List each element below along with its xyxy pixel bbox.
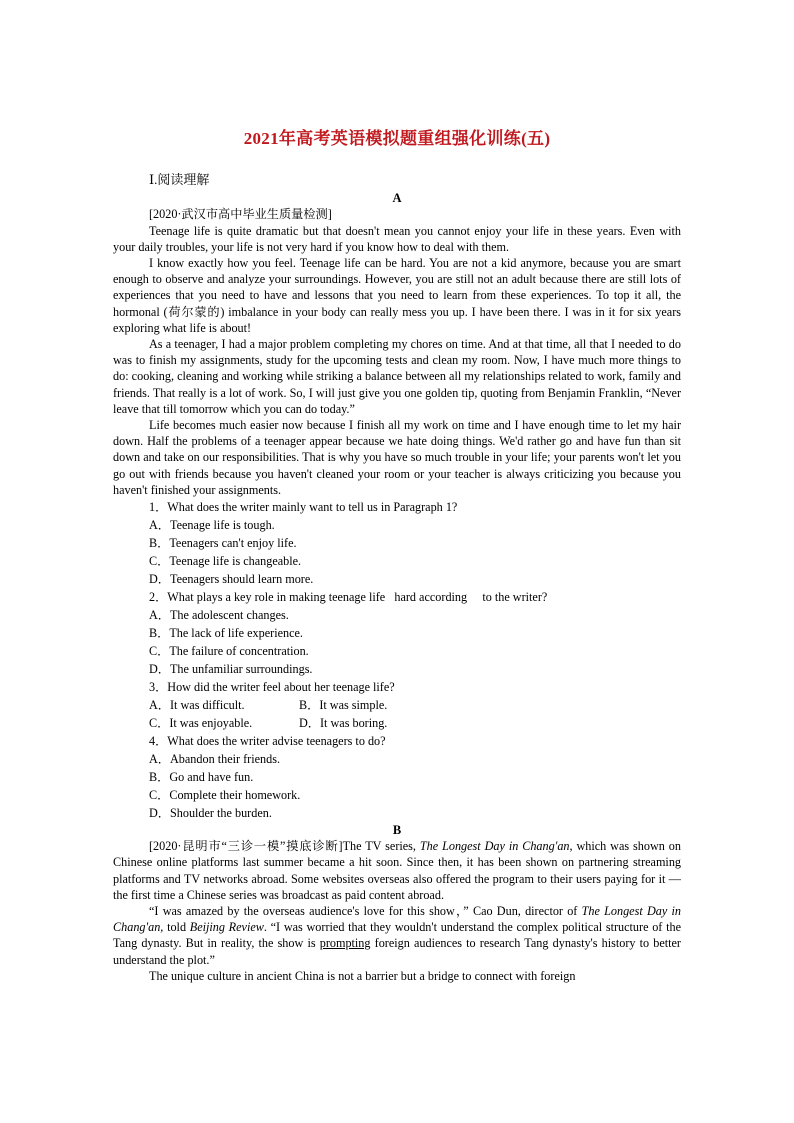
passage-a-paragraph-2: I know exactly how you feel. Teenage life can be hard. You are not a kid anymore, because you are smart enough to observe and analyze your surroundings. However, you are still not an adult because there are still lots of experiences that you need to have and lessons that you need to learn from these experiences. To top it all, the hormonal (荷尔蒙的) imbalance in your body can really mess you up. I have been there. I was in it for six years exploring what life is about!	[113, 256, 681, 335]
text-run: The TV series,	[342, 839, 420, 854]
passage-b-source: [2020·昆明市“三诊一模”摸底诊断]	[149, 839, 343, 854]
text-run: told	[163, 920, 190, 935]
question-1	[113, 498, 681, 588]
option: B．It was simple.	[299, 698, 388, 713]
option: A．The adolescent changes.	[149, 608, 289, 623]
question-stem: 1．What does the writer mainly want to tell us in Paragraph 1?	[149, 500, 458, 515]
option: A．Abandon their friends.	[149, 752, 280, 767]
passage-a-letter: A	[392, 191, 402, 206]
document-body	[113, 172, 681, 984]
option-row	[149, 714, 681, 732]
option: B．Go and have fun.	[149, 770, 254, 785]
option: C．The failure of concentration.	[149, 644, 309, 659]
series-title: The Longest Day in Chang'an,	[113, 904, 681, 935]
passage-b-paragraph-2	[113, 903, 681, 968]
section-heading: Ⅰ.阅读理解	[149, 172, 210, 187]
option: D．Shoulder the burden.	[149, 806, 272, 821]
passage-a-paragraph-1: Teenage life is quite dramatic but that doesn't mean you cannot enjoy your life in these years. Even with your daily troubles, your life is not very hard if you know how to deal with them.	[113, 223, 681, 254]
passage-a-paragraph-3: As a teenager, I had a major problem completing my chores on time. And at that time, all that I needed to do was to finish my assignments, study for the upcoming tests and clean my room. Now, I have much more things to do: cooking, cleaning and working while striking a balance between all my relationships related to work, family and friends. That really is a lot of work. So, I will just give you one golden tip, quoting from Benjamin Franklin, “Never leave that till tomorrow which you can do today.”	[113, 337, 681, 416]
underlined-word: prompting	[319, 936, 371, 951]
series-title: The Longest Day in Chang'an,	[419, 839, 573, 854]
option: A．It was difficult.	[149, 698, 245, 713]
question-stem: 3．How did the writer feel about her teenage life?	[149, 680, 395, 695]
passage-a-paragraph-4: Life becomes much easier now because I finish all my work on time and I have enough time to let my hair down. Half the problems of a teenager appear because we hate doing things. We'd rather go and have fun than sit down and take on our responsibilities. That is why you have so much trouble in your life; your parents won't let you go out with friends because you haven't cleaned your room or your teacher is always criticizing you because you haven't finished your assignments.	[113, 418, 681, 497]
passage-a-source: [2020·武汉市高中毕业生质量检测]	[149, 207, 332, 222]
option: D．The unfamiliar surroundings.	[149, 662, 313, 677]
text-run: foreign audiences to research Tang dynasty's history to better understand the plot.”	[113, 936, 681, 967]
passage-b-paragraph-1	[113, 838, 681, 903]
page-title: 2021年高考英语模拟题重组强化训练(五)	[243, 129, 551, 148]
text-run: . “I was worried that they wouldn't understand the complex political structure of the Tang dynasty. But in reality, the show is	[113, 920, 681, 951]
passage-b-letter: B	[392, 823, 402, 838]
option: B．Teenagers can't enjoy life.	[149, 536, 297, 551]
question-4	[113, 732, 681, 822]
option: D．Teenagers should learn more.	[149, 572, 314, 587]
option-row	[149, 696, 681, 714]
question-2	[113, 588, 681, 678]
option: C．It was enjoyable.	[149, 716, 253, 731]
passage-b-paragraph-3: The unique culture in ancient China is not a barrier but a bridge to connect with foreign	[149, 968, 576, 983]
option: C．Complete their homework.	[149, 788, 301, 803]
question-stem: 2．What plays a key role in making teenage life hard according to the writer?	[149, 590, 548, 605]
option: B．The lack of life experience.	[149, 626, 303, 641]
question-3	[113, 678, 681, 732]
option: A．Teenage life is tough.	[149, 518, 275, 533]
text-run: which was shown on Chinese online platforms last summer became a hit soon. Since then, it has been shown on partnering streaming platforms and TV networks abroad. Some websites overseas also offered the program to their users paying for it — the first time a Chinese series was broadcast as paid content abroad.	[113, 839, 681, 902]
magazine-title: Beijing Review	[189, 920, 264, 935]
option: D．It was boring.	[299, 716, 388, 731]
option: C．Teenage life is changeable.	[149, 554, 302, 569]
text-run: “I was amazed by the overseas audience's love for this show，” Cao Dun, director of	[149, 904, 582, 919]
question-stem: 4．What does the writer advise teenagers to do?	[149, 734, 386, 749]
